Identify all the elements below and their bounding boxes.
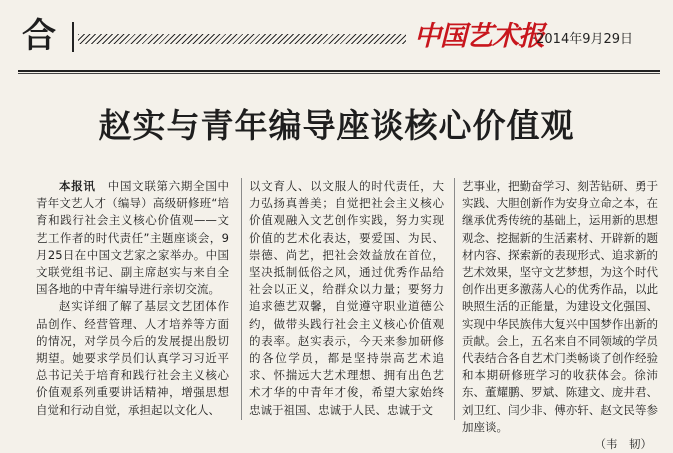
article-paragraph-cont: 以文育人、以文服人的时代责任，大力弘扬真善美；自觉把社会主义核心价值观融入文艺创作实践，努力实现价值的艺术化表达，要爱国、为民、崇德、尚艺，把社会效益放在首位，坚决抵制低俗之风，通过优秀作品给社会以正义，给群众以力量；要努力追求德艺双馨，自觉遵守职业道德公约，做带头践行社会主义核心价值观的表率。赵实表示，今天来参加研修的各位学员，都是坚持崇高艺术追求、怀揣远大艺术理想、拥有出色艺术才华的中青年才俊，希望大家始终忠诚于祖国、忠诚于人民、忠诚于文 — [249, 179, 444, 417]
article-lead-paragraph — [36, 178, 229, 298]
header-rule-thick — [18, 70, 660, 72]
article-column-1 — [36, 178, 229, 424]
article-byline-cont-cont: （韦 韧） — [594, 437, 652, 452]
page-header — [0, 0, 673, 72]
newspaper-masthead: 中国艺术报 — [414, 21, 544, 52]
column-separator — [454, 178, 455, 420]
section-divider — [72, 22, 74, 52]
article-column-2 — [249, 178, 444, 424]
header-hatch-band — [78, 34, 406, 44]
issue-date: ·2014年9月29日 — [532, 32, 634, 47]
article-paragraph-continued — [249, 178, 444, 419]
lead-text: 中国文联第六期全国中青年文艺人才（编导）高级研修班“培育和践行社会主义核心价值观——文艺工作者的时代责任”主题座谈会，9月25日在中国文艺家之家举办。中国文联党组书记、副主席赵实与来自全国各地的中青年编导进行亲切交流。 — [36, 179, 230, 297]
column-separator — [241, 178, 242, 420]
article-headline: 赵实与青年编导座谈核心价值观 — [98, 106, 575, 145]
article-paragraph: 赵实详细了解了基层文艺团体作品创作、经营管理、人才培养等方面的情况，对学员今后的发展提出殷切期望。她要求学员们认真学习习近平总书记关于培育和践行社会主义核心价值观系列重要讲话精神，增强思想自觉和行动自觉，承担起以文化人、 — [36, 299, 229, 417]
article-paragraph-cont-cont: 艺事业，把勤奋学习、刻苦钻研、勇于实践、大胆创新作为安身立命之本，在继承优秀传统的基础上，运用新的思想观念、挖掘新的生活素材、开辟新的题材内容、探索新的表现形式、追求新的艺术效果，坚守文艺梦想，为这个时代创作出更多激荡人心的优秀作品，以此映照生活的正能量，为建设文化强国、实现中华民族伟大复兴中国梦作出新的贡献。 — [462, 179, 658, 348]
closing-text-cont-cont: 会上，五名来自不同领域的学员代表结合各自艺术门类畅谈了创作经验和本期研修班学习的收获体会。徐沛东、董耀鹏、罗斌、陈建文、庞井君、刘卫红、闫少非、傅亦轩、赵文民等参加座谈。 — [462, 333, 658, 434]
lead-tag: 本报讯 — [59, 179, 96, 193]
header-rule-thin — [18, 73, 660, 74]
section-label: 合 — [22, 16, 56, 56]
article-paragraph-continued — [462, 178, 658, 453]
article-column-3 — [462, 178, 658, 452]
